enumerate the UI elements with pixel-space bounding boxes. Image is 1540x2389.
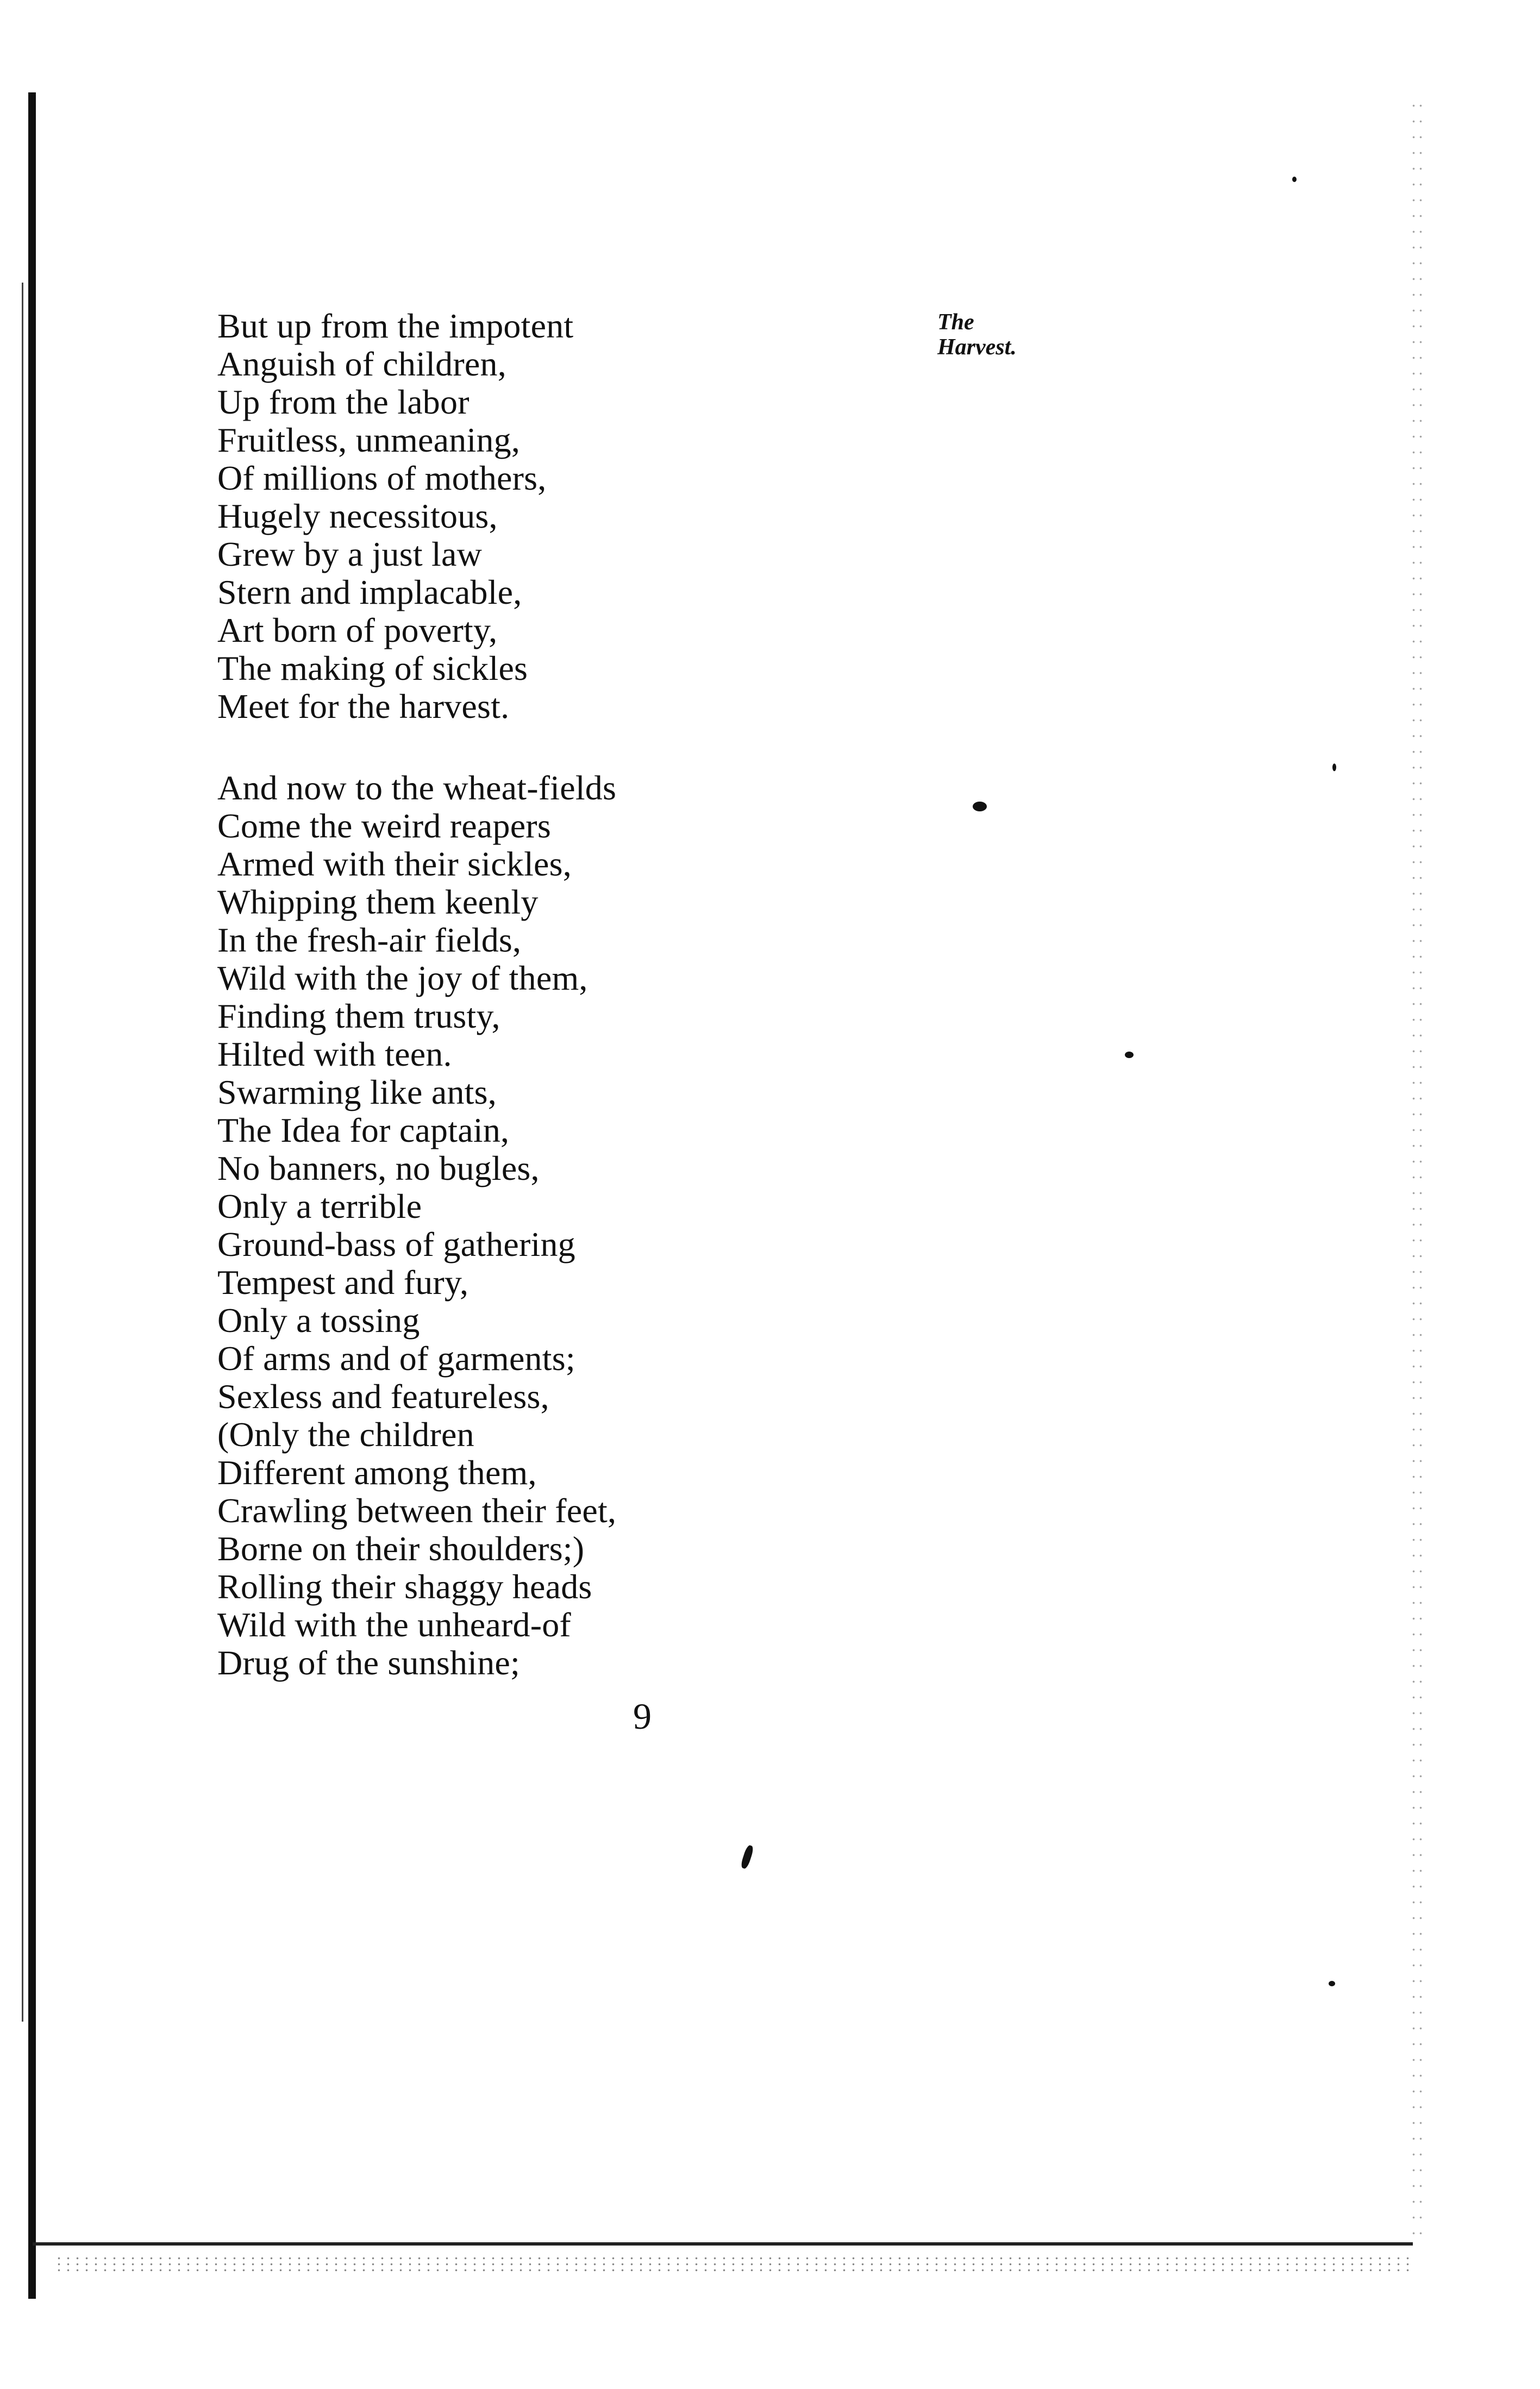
poem-line: (Only the children <box>217 1415 474 1454</box>
bottom-edge-rule <box>33 2242 1413 2246</box>
poem-line: Finding them trusty, <box>217 997 500 1035</box>
poem-line: Rolling their shaggy heads <box>217 1567 592 1606</box>
poem-line: Only a tossing <box>217 1301 420 1340</box>
ink-blot <box>1125 1052 1134 1058</box>
poem-line: No banners, no bugles, <box>217 1149 540 1187</box>
poem-line: Hugely necessitous, <box>217 497 498 535</box>
marginal-title-line: Harvest. <box>937 335 1017 360</box>
poem-text <box>217 307 815 1682</box>
poem-line: Anguish of children, <box>217 345 506 383</box>
marginal-title <box>937 310 1017 360</box>
poem-line: The Idea for captain, <box>217 1111 510 1149</box>
page-number: 9 <box>633 1696 652 1737</box>
poem-line: Hilted with teen. <box>217 1035 452 1073</box>
bottom-edge-speckle <box>54 2255 1413 2275</box>
stanza <box>217 769 815 1682</box>
poem-line: But up from the impotent <box>217 307 574 345</box>
poem-line: In the fresh-air fields, <box>217 921 522 959</box>
poem-line: Sexless and featureless, <box>217 1377 549 1416</box>
poem-line: Fruitless, unmeaning, <box>217 421 521 459</box>
ink-blot <box>1332 764 1336 771</box>
right-edge-speckle <box>1410 98 1426 2244</box>
poem-line: Meet for the harvest. <box>217 687 510 726</box>
poem-line: Armed with their sickles, <box>217 845 572 883</box>
ink-blot <box>1292 177 1297 182</box>
poem-line: The making of sickles <box>217 649 528 687</box>
ink-blot <box>973 802 987 811</box>
poem-line: Ground-bass of gathering <box>217 1225 575 1264</box>
binding-edge <box>28 92 36 2299</box>
poem-line: Crawling between their feet, <box>217 1491 617 1530</box>
poem-line: Art born of poverty, <box>217 611 498 649</box>
poem-line: Of arms and of garments; <box>217 1339 575 1378</box>
binding-edge-shadow <box>22 283 23 2022</box>
poem-line: Borne on their shoulders;) <box>217 1529 585 1568</box>
poem-line: Wild with the joy of them, <box>217 959 588 997</box>
ink-blot <box>740 1844 755 1869</box>
poem-line: Whipping them keenly <box>217 883 539 921</box>
poem-line: And now to the wheat-fields <box>217 768 617 807</box>
poem-line: Come the weird reapers <box>217 806 551 845</box>
poem-line: Drug of the sunshine; <box>217 1643 521 1682</box>
ink-blot <box>1329 1981 1335 1986</box>
stanza <box>217 307 815 726</box>
poem-line: Only a terrible <box>217 1187 422 1225</box>
poem-line: Up from the labor <box>217 383 469 421</box>
poem-line: Tempest and fury, <box>217 1263 469 1302</box>
poem-line: Different among them, <box>217 1453 537 1492</box>
poem-line: Wild with the unheard-of <box>217 1605 571 1644</box>
poem-line: Of millions of mothers, <box>217 459 547 497</box>
poem-line: Grew by a just law <box>217 535 483 573</box>
poem-line: Swarming like ants, <box>217 1073 497 1111</box>
marginal-title-line: The <box>937 310 974 335</box>
poem-line: Stern and implacable, <box>217 573 522 611</box>
